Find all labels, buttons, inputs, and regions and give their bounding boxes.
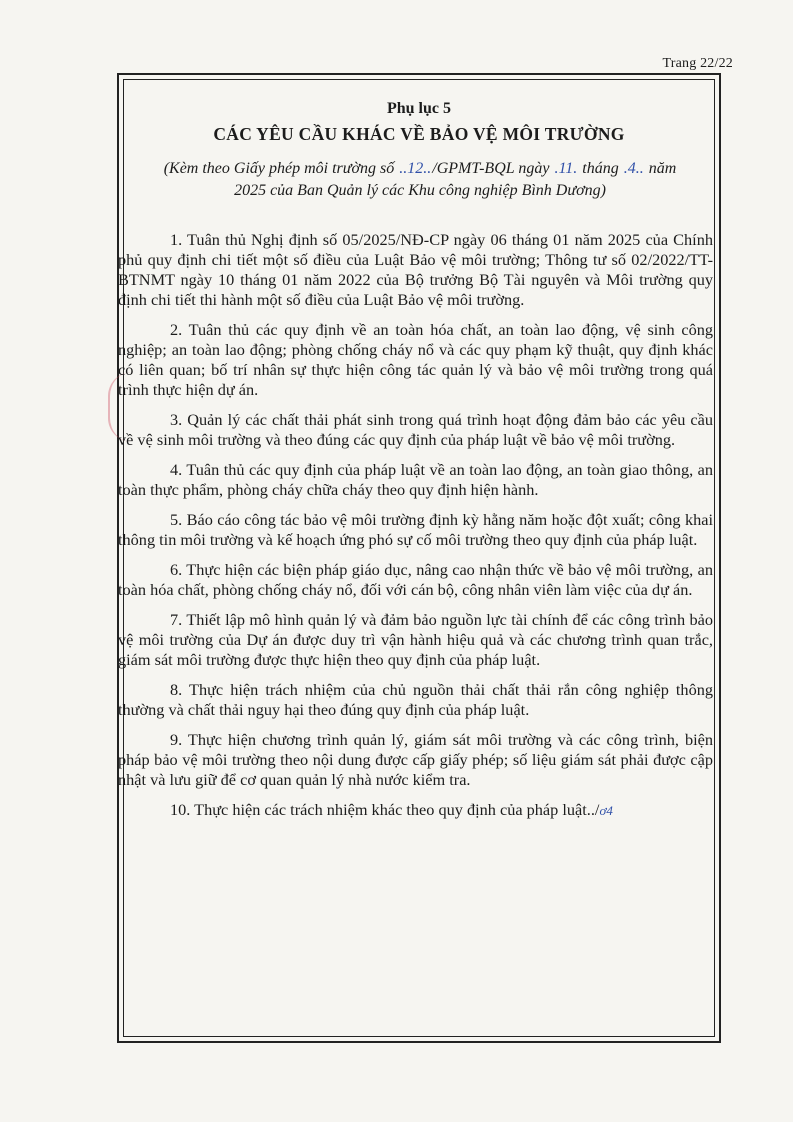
- subtitle-after-month: năm 2025 của Ban Quản lý các Khu công nghiệp Bình Dương): [234, 160, 677, 199]
- subtitle-before-month: tháng: [582, 160, 619, 177]
- requirement-item: 3. Quản lý các chất thải phát sinh trong quá trình hoạt động đảm bảo các yêu cầu về vệ sinh môi trường và theo đúng các quy định của pháp luật về bảo vệ môi trường.: [118, 410, 713, 449]
- requirement-item: 2. Tuân thủ các quy định về an toàn hóa chất, an toàn lao động, vệ sinh công nghiệp; an toàn lao động; phòng chống cháy nổ và các quy phạm kỹ thuật, quy định khác có liên quan; bố trí nhân sự thực hiện công tác quản lý và bảo vệ môi trường trong quá trình thực hiện dự án.: [118, 320, 713, 399]
- closing-mark: ./: [590, 800, 600, 819]
- requirement-item: 4. Tuân thủ các quy định của pháp luật về an toàn lao động, an toàn giao thông, an toàn thực phẩm, phòng cháy chữa cháy theo quy định hiện hành.: [118, 460, 713, 499]
- requirement-item: 1. Tuân thủ Nghị định số 05/2025/NĐ-CP ngày 06 tháng 01 năm 2025 của Chính phủ quy định chi tiết một số điều của Luật Bảo vệ môi trường; Thông tư số 02/2022/TT-BTNMT ngày 10 tháng 01 năm 2022 của Bộ trưởng Bộ Tài nguyên và Môi trường quy định chi tiết thi hành một số điều của Luật Bảo vệ môi trường.: [118, 230, 713, 309]
- requirement-item: 7. Thiết lập mô hình quản lý và đảm bảo nguồn lực tài chính để các công trình bảo vệ môi trường của Dự án được duy trì vận hành hiệu quả và các chương trình quan trắc, giám sát môi trường được thực hiện theo quy định của pháp luật.: [118, 610, 713, 669]
- page-number: Trang 22/22: [662, 56, 733, 71]
- appendix-subtitle: [160, 158, 680, 202]
- requirements-list: [118, 230, 713, 831]
- subtitle-before-number: (Kèm theo Giấy phép môi trường số: [163, 160, 395, 177]
- handwritten-initial: ơ4: [599, 803, 613, 818]
- day-field: .11.: [554, 160, 578, 177]
- requirement-item: 10. Thực hiện các trách nhiệm khác theo quy định của pháp luật.: [170, 800, 591, 819]
- requirement-item: 6. Thực hiện các biện pháp giáo dục, nâng cao nhận thức về bảo vệ môi trường, an toàn hóa chất, phòng chống cháy nổ, đối với cán bộ, công nhân viên làm việc của dự án.: [118, 560, 713, 599]
- requirement-item: 5. Báo cáo công tác bảo vệ môi trường định kỳ hằng năm hoặc đột xuất; công khai thông tin môi trường và kế hoạch ứng phó sự cố môi trường theo quy định của pháp luật.: [118, 510, 713, 549]
- appendix-title: CÁC YÊU CẦU KHÁC VỀ BẢO VỆ MÔI TRƯỜNG: [213, 124, 625, 144]
- requirement-item-last: [118, 800, 713, 821]
- subtitle-before-day: /GPMT-BQL ngày: [432, 160, 550, 177]
- appendix-label: Phụ lục 5: [386, 100, 451, 117]
- month-field: .4..: [623, 160, 644, 177]
- requirement-item: 9. Thực hiện chương trình quản lý, giám sát môi trường và các công trình, biện pháp bảo vệ môi trường theo nội dung được cấp giấy phép; số liệu giám sát phải được cập nhật và lưu giữ để cơ quan quản lý nhà nước kiểm tra.: [118, 730, 713, 789]
- requirement-item: 8. Thực hiện trách nhiệm của chủ nguồn thải chất thải rắn công nghiệp thông thường và chất thải nguy hại theo đúng quy định của pháp luật.: [118, 680, 713, 719]
- permit-number-field: ..12..: [399, 160, 432, 177]
